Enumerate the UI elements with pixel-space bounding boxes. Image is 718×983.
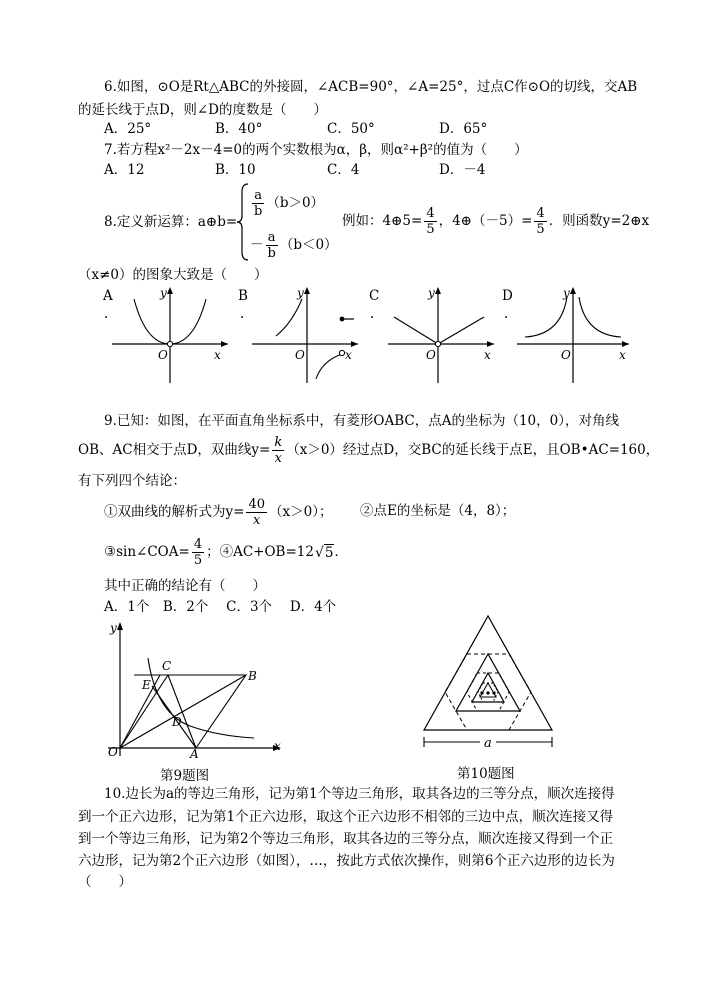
- q9-c3-end: ．: [334, 544, 348, 560]
- q8-graph-label-b: B: [238, 288, 248, 304]
- q8-case1-cond: （b＞0）: [266, 195, 325, 211]
- q9-c3-sqrt: 5: [324, 544, 334, 561]
- q8-case1-den: b: [254, 204, 263, 219]
- q9-fig-x: x: [274, 739, 281, 753]
- q8-ex1-den: 5: [426, 222, 435, 237]
- q9-fig-y: y: [110, 621, 117, 635]
- q8-graph-c: [386, 283, 498, 385]
- q8-a-y-label: y: [160, 286, 167, 300]
- q6-option-b: B．40°: [215, 121, 263, 137]
- q8-graph-dot-b: .: [240, 306, 245, 322]
- q8-example1: 例如：4⊕5=: [342, 213, 423, 229]
- q8-graph-label-a: A: [103, 288, 113, 304]
- q9-c3-b: ；④AC+OB=12: [206, 544, 314, 560]
- q8-b-origin: O: [295, 348, 305, 362]
- q8-c-x-label: x: [484, 348, 491, 362]
- q6-option-c: C．50°: [327, 121, 375, 137]
- q9-conclusion-2: ②点E的坐标是（4，8）；: [360, 503, 516, 519]
- q8-graph-dot-a: .: [104, 306, 109, 322]
- q8-case2: [250, 230, 338, 261]
- q9-line3: 有下列四个结论：: [78, 473, 186, 489]
- q8-case2-sign: －: [250, 237, 264, 253]
- q9-c1-b: （x＞0）；: [269, 504, 333, 520]
- q8-graph-dot-d: .: [504, 306, 509, 322]
- q8-graph-b: [250, 283, 362, 385]
- q6-option-a: A．25°: [104, 121, 152, 137]
- q9-fig-o: O: [108, 745, 118, 758]
- q8-a-x-label: x: [214, 348, 221, 362]
- q10-line4: 六边形，记为第2个正六边形（如图），…，按此方式依次操作，则第6个正六边形的边长为: [78, 853, 615, 869]
- q8-d-x-label: x: [619, 348, 626, 362]
- q8-c-origin: O: [426, 348, 436, 362]
- q9-conclusion-1: [104, 497, 332, 528]
- q9-caption: 第9题图: [160, 768, 210, 784]
- q8-graph-d: [515, 283, 633, 385]
- q8-examples: [342, 206, 649, 237]
- q6-option-d: D．65°: [439, 121, 488, 137]
- q10-fig-a: a: [484, 736, 492, 751]
- q9-c3-den: 5: [193, 553, 203, 568]
- q8-d-y-label: y: [563, 286, 570, 300]
- q9-c3-a: ③sin∠COA=: [104, 544, 190, 560]
- q8-ex1-num: 4: [426, 206, 435, 221]
- q8-graph-dot-c: .: [370, 306, 375, 322]
- q9-conclusion-3-4: ③sin∠COA= $\frac{4}{5}$ ；④AC+OB=12√5．: [104, 537, 348, 568]
- q10-figure: [420, 612, 560, 754]
- q9-fig-c: C: [162, 659, 172, 673]
- q7-option-a: A．12: [104, 162, 145, 178]
- q9-c1-num: 40: [248, 497, 265, 512]
- q7-line1: 7.若方程x²－2x－4=0的两个实数根为α，β，则α²+β²的值为（ ）: [104, 142, 528, 158]
- q8-case1: [250, 188, 324, 219]
- q8-case2-den: b: [267, 246, 276, 261]
- q9-figure: [98, 618, 288, 758]
- q9-c3-num: 4: [193, 537, 203, 552]
- q10-line2: 到一个正六边形，记为第1个正六边形，取这个正六边形不相邻的三边中点，顺次连接又得: [78, 809, 614, 825]
- q9-options: A．1个 B．2个 C．3个 D．4个: [104, 599, 337, 615]
- q10-caption: 第10题图: [457, 766, 515, 782]
- q10-line1: 10.边长为a的等边三角形，记为第1个等边三角形，取其各边的三等分点，顺次连接得: [104, 786, 615, 802]
- q8-b-y-label: y: [297, 286, 304, 300]
- q8-case2-cond: （b＜0）: [279, 237, 338, 253]
- q9-line2-a: OB、AC相交于点D，双曲线y=: [78, 442, 271, 458]
- q8-case1-num: a: [252, 188, 264, 204]
- q8-graph-a: [110, 283, 232, 385]
- q9-line2-b: （x＞0）经过点D，交BC的延长线于点E，且OB•AC=160，: [286, 442, 660, 458]
- q8-ex2-num: 4: [536, 206, 545, 221]
- q8-suffix: ．则函数y=2⊕x: [548, 213, 650, 229]
- q9-question: 其中正确的结论有（ ）: [104, 578, 266, 594]
- q8-example2: ，4⊕（－5）=: [438, 213, 533, 229]
- q10-line5: （ ）: [78, 874, 132, 890]
- q8-graph-label-c: C: [369, 288, 380, 304]
- q9-c1-a: ①双曲线的解析式为y=: [104, 504, 245, 520]
- q8-c-y-label: y: [428, 286, 435, 300]
- q8-ex2-den: 5: [536, 222, 545, 237]
- q8-line2: （x≠0）的图象大致是（ ）: [78, 267, 268, 283]
- q6-line2: 的延长线于点D，则∠D的度数是（ ）: [78, 102, 327, 118]
- q8-d-origin: O: [561, 348, 571, 362]
- q7-option-c: C．4: [327, 162, 360, 178]
- q9-line2-den: x: [274, 451, 282, 466]
- q8-b-x-label: x: [345, 348, 352, 362]
- q9-fig-d: D: [172, 715, 182, 729]
- q9-fig-a: A: [190, 747, 199, 758]
- q9-fig-b: B: [248, 669, 257, 683]
- q9-line1: 9.已知：如图，在平面直角坐标系中，有菱形OABC，点A的坐标为（10，0），对角线: [104, 413, 619, 429]
- q8-case2-num: a: [266, 230, 278, 246]
- q9-fig-e: E: [142, 678, 151, 692]
- q9-line2: [78, 435, 659, 466]
- q8-brace: [236, 182, 250, 262]
- q9-line2-num: k: [274, 435, 283, 450]
- q8-a-origin: O: [158, 348, 168, 362]
- q10-line3: 到一个等边三角形，记为第2个等边三角形，取其各边的三等分点，顺次连接又得到一个正: [78, 831, 614, 847]
- q6-line1: 6.如图，⊙O是Rt△ABC的外接圆，∠ACB=90°，∠A=25°，过点C作⊙O的切线，交AB: [104, 79, 638, 95]
- q8-graph-label-d: D: [502, 288, 513, 304]
- q9-c1-den: x: [253, 513, 261, 528]
- q7-option-b: B．10: [215, 162, 256, 178]
- q8-prefix: 8.定义新运算：a⊕b=: [104, 214, 238, 230]
- q7-option-d: D．－4: [439, 162, 486, 178]
